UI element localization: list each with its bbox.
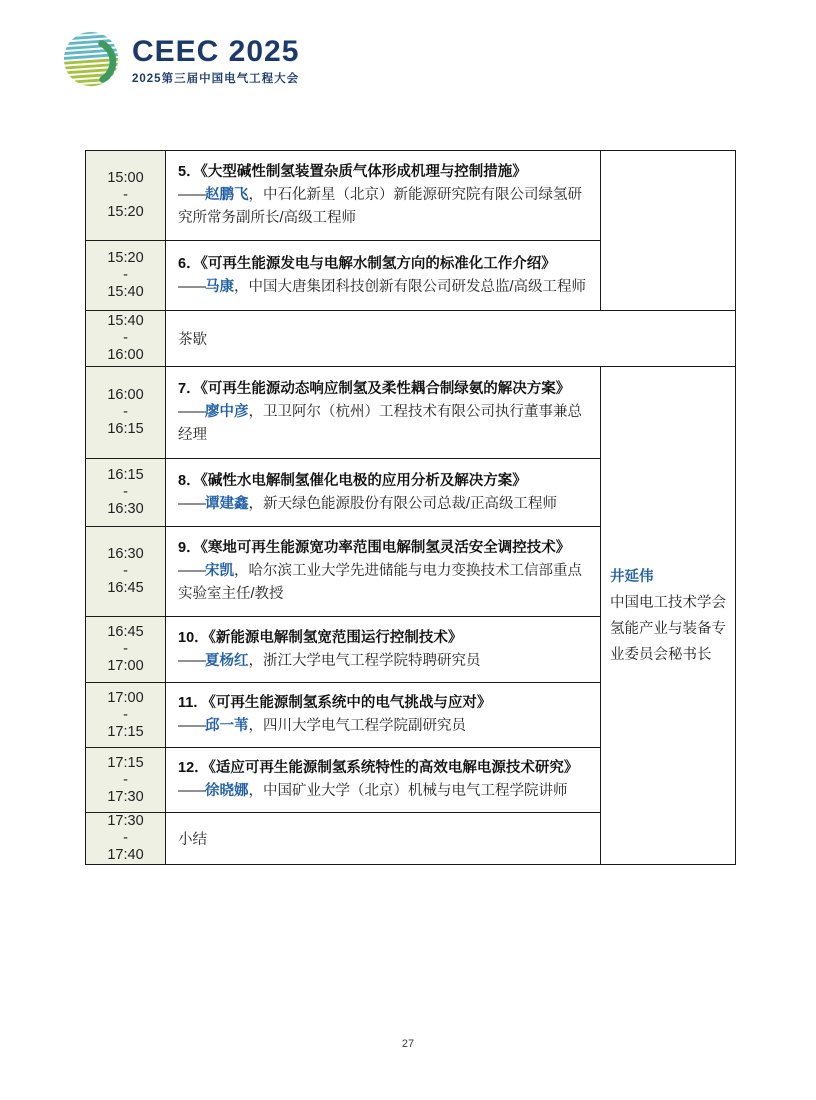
time-start: 15:00 [107,170,144,186]
moderator-cell [601,367,736,865]
break-cell: 茶歇 [166,311,736,367]
time-start: 17:30 [107,813,144,829]
time-start: 16:15 [107,467,144,483]
speaker-name: 宋凯 [205,563,234,579]
speaker-line [178,493,588,516]
session-cell [166,683,601,748]
speaker-line [178,560,588,606]
session-cell [166,527,601,617]
session-title: 12．《适应可再生能源制氢系统特性的高效电解电源技术研究》 [178,760,579,776]
time-cell [86,813,166,865]
speaker-prefix: —— [178,187,205,203]
speaker-line [178,184,588,230]
time-end: 17:40 [107,847,144,863]
speaker-prefix: —— [178,783,205,799]
time-separator: - [123,563,128,579]
speaker-affiliation: 新天绿色能源股份有限公司总裁/正高级工程师 [263,495,558,512]
time-start: 17:15 [107,754,144,771]
session-cell [166,367,601,459]
session-title: 6．《可再生能源发电与电解水制氢方向的标准化工作介绍》 [178,255,556,272]
time-cell [86,151,166,241]
table-row [86,151,736,241]
time-start: 15:40 [107,313,144,329]
schedule-table [85,150,736,865]
time-separator: - [123,404,128,420]
speaker-name: 徐晓娜 [205,783,249,799]
speaker-separator: ， [234,278,249,295]
speaker-line [178,401,588,447]
logo-title: CEEC 2025 [132,35,300,68]
speaker-affiliation: 中国矿业大学（北京）机械与电气工程学院讲师 [263,783,568,799]
time-end: 16:15 [107,421,144,437]
session-cell [166,459,601,527]
time-end: 17:15 [107,723,144,740]
speaker-prefix: —— [178,278,205,295]
time-cell [86,527,166,617]
table-row [86,367,736,459]
speaker-affiliation: 卫卫阿尔（杭州）工程技术有限公司执行董事兼总经理 [178,404,582,443]
time-cell [86,311,166,367]
speaker-prefix: —— [178,652,205,669]
session-title: 8．《碱性水电解制氢催化电极的应用分析及解决方案》 [178,472,527,489]
speaker-separator: ， [248,718,263,734]
table-row [86,311,736,367]
speaker-affiliation: 中石化新星（北京）新能源研究院有限公司绿氢研究所常务副所长/高级工程师 [178,187,582,226]
speaker-line [178,650,588,673]
speaker-affiliation: 四川大学电气工程学院副研究员 [263,718,466,734]
speaker-name: 夏杨红 [205,652,249,669]
moderator-affiliation: 中国电工技术学会氢能产业与装备专业委员会秘书长 [610,594,726,663]
empty-side-cell [601,151,736,311]
speaker-line [178,780,588,803]
speaker-affiliation: 中国大唐集团科技创新有限公司研发总监/高级工程师 [248,278,587,295]
speaker-name: 廖中彦 [205,404,249,420]
speaker-name: 谭建鑫 [205,495,249,512]
speaker-prefix: —— [178,718,205,734]
time-start: 16:45 [107,624,144,640]
speaker-name: 马康 [205,278,234,295]
speaker-separator: ， [248,783,263,799]
time-cell [86,459,166,527]
time-start: 17:00 [107,689,144,706]
logo-subtitle: 2025第三届中国电气工程大会 [132,73,300,85]
speaker-prefix: —— [178,404,205,420]
time-separator: - [123,830,128,846]
speaker-separator: ， [248,652,263,669]
speaker-separator: ， [248,404,263,420]
time-separator: - [123,771,128,788]
session-cell [166,151,601,241]
moderator-name: 井延伟 [610,568,654,585]
time-end: 16:00 [107,347,144,363]
time-cell [86,367,166,459]
time-cell [86,617,166,683]
time-cell [86,748,166,813]
time-start: 16:00 [107,387,144,403]
time-separator: - [123,641,128,657]
time-end: 16:45 [107,580,144,596]
speaker-name: 邱一苇 [205,718,249,734]
time-start: 15:20 [107,250,144,266]
session-title: 7．《可再生能源动态响应制氢及柔性耦合制绿氨的解决方案》 [178,381,571,397]
time-start: 16:30 [107,546,144,562]
speaker-prefix: —— [178,495,205,512]
time-separator: - [123,484,128,500]
time-separator: - [123,330,128,346]
time-end: 16:30 [107,501,144,517]
speaker-prefix: —— [178,563,205,579]
session-cell [166,617,601,683]
speaker-affiliation: 浙江大学电气工程学院特聘研究员 [263,652,481,669]
time-separator: - [123,706,128,723]
break-cell: 小结 [166,813,601,865]
globe-swirl-icon [62,28,124,94]
speaker-separator: ， [248,495,263,512]
session-title: 5．《大型碱性制氢装置杂质气体形成机理与控制措施》 [178,164,527,180]
page-number: 27 [401,1038,415,1050]
time-cell [86,683,166,748]
time-separator: - [123,187,128,203]
time-end: 17:00 [107,658,144,674]
time-end: 17:30 [107,788,144,805]
time-cell [86,241,166,311]
session-title: 9．《寒地可再生能源宽功率范围电解制氢灵活安全调控技术》 [178,540,571,556]
speaker-line [178,276,588,299]
session-cell [166,748,601,813]
speaker-affiliation: 哈尔滨工业大学先进储能与电力变换技术工信部重点实验室主任/教授 [178,563,582,602]
session-cell [166,241,601,311]
speaker-name: 赵鹏飞 [205,187,249,203]
logo [62,28,299,94]
speaker-line [178,715,588,738]
time-separator: - [123,267,128,283]
speaker-separator: ， [234,563,249,579]
time-end: 15:40 [107,284,144,300]
session-title: 10．《新能源电解制氢宽范围运行控制技术》 [178,629,463,646]
logo-text [132,36,299,86]
session-title: 11. 《可再生能源制氢系统中的电气挑战与应对》 [178,695,492,711]
speaker-separator: ， [248,187,263,203]
time-end: 15:20 [107,204,144,220]
